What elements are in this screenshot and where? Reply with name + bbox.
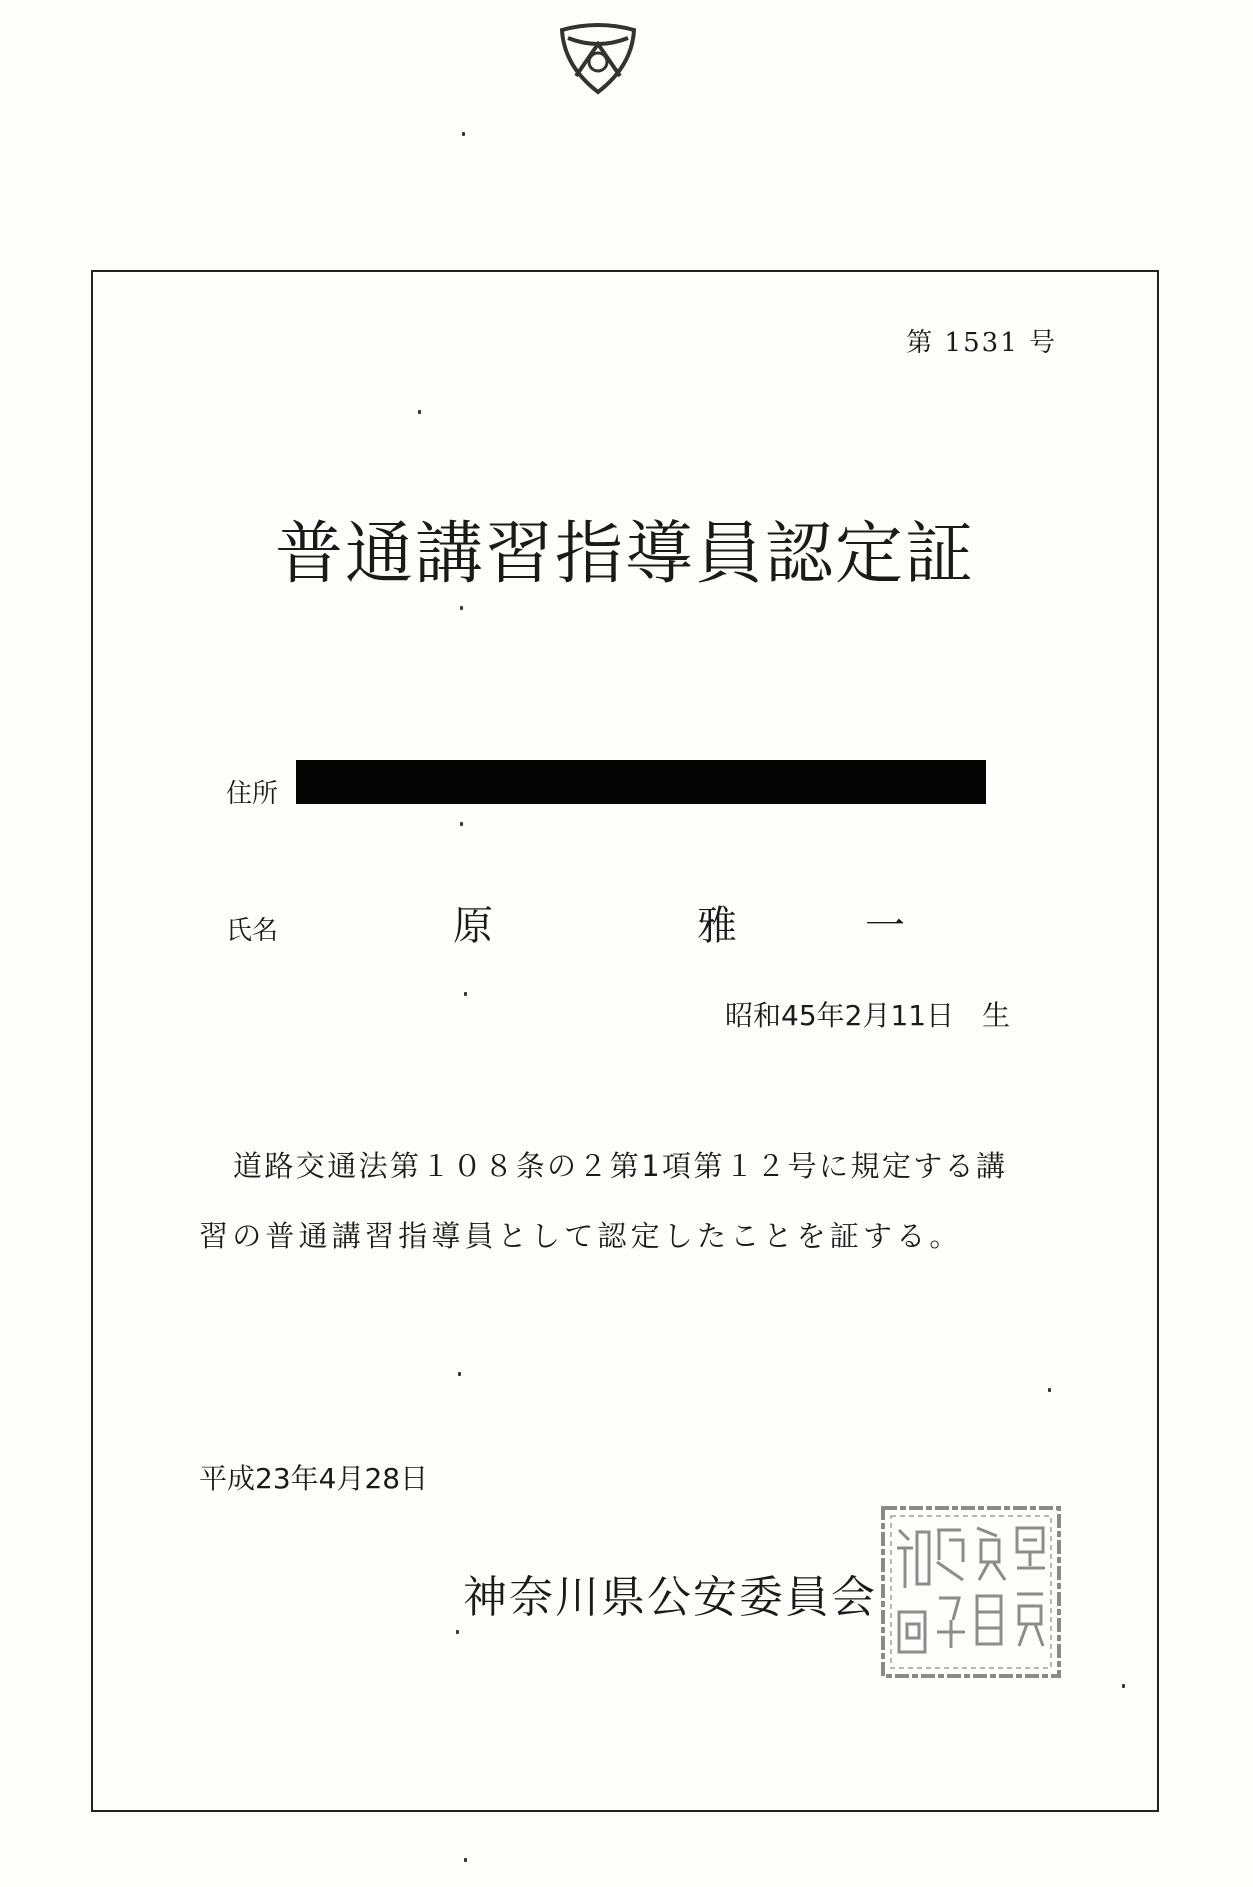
police-emblem-icon: [558, 22, 638, 96]
scan-speck: [1122, 1684, 1125, 1688]
scan-speck: [456, 1630, 459, 1634]
certificate-number: 第 1531 号: [906, 328, 1057, 358]
address-redaction: [296, 760, 986, 804]
scan-speck: [460, 822, 463, 826]
scan-speck: [1048, 1388, 1051, 1392]
scan-speck: [418, 410, 421, 414]
scan-speck: [460, 606, 463, 610]
certificate-title: 普通講習指導員認定証: [274, 515, 975, 594]
name-char: 一: [865, 903, 905, 949]
body-text-line: 習の普通講習指導員として認定したことを証する。: [199, 1219, 963, 1253]
name-char: 雅: [697, 903, 737, 949]
name-label: 氏名: [226, 916, 279, 946]
name-char: 原: [453, 903, 493, 949]
official-seal-stamp: [877, 1502, 1065, 1682]
scan-speck: [462, 132, 465, 136]
scan-speck: [464, 1858, 467, 1862]
issue-date: 平成23年4月28日: [199, 1462, 429, 1495]
body-text-line: 道路交通法第１０８条の２第1項第１２号に規定する講: [233, 1149, 1008, 1183]
certificate-frame: [91, 270, 1159, 1812]
address-label: 住所: [226, 779, 279, 809]
birth-date: 昭和45年2月11日 生: [725, 999, 1011, 1032]
scan-speck: [458, 1372, 461, 1376]
scan-speck: [464, 992, 467, 996]
issuer-name: 神奈川県公安委員会: [463, 1572, 877, 1623]
